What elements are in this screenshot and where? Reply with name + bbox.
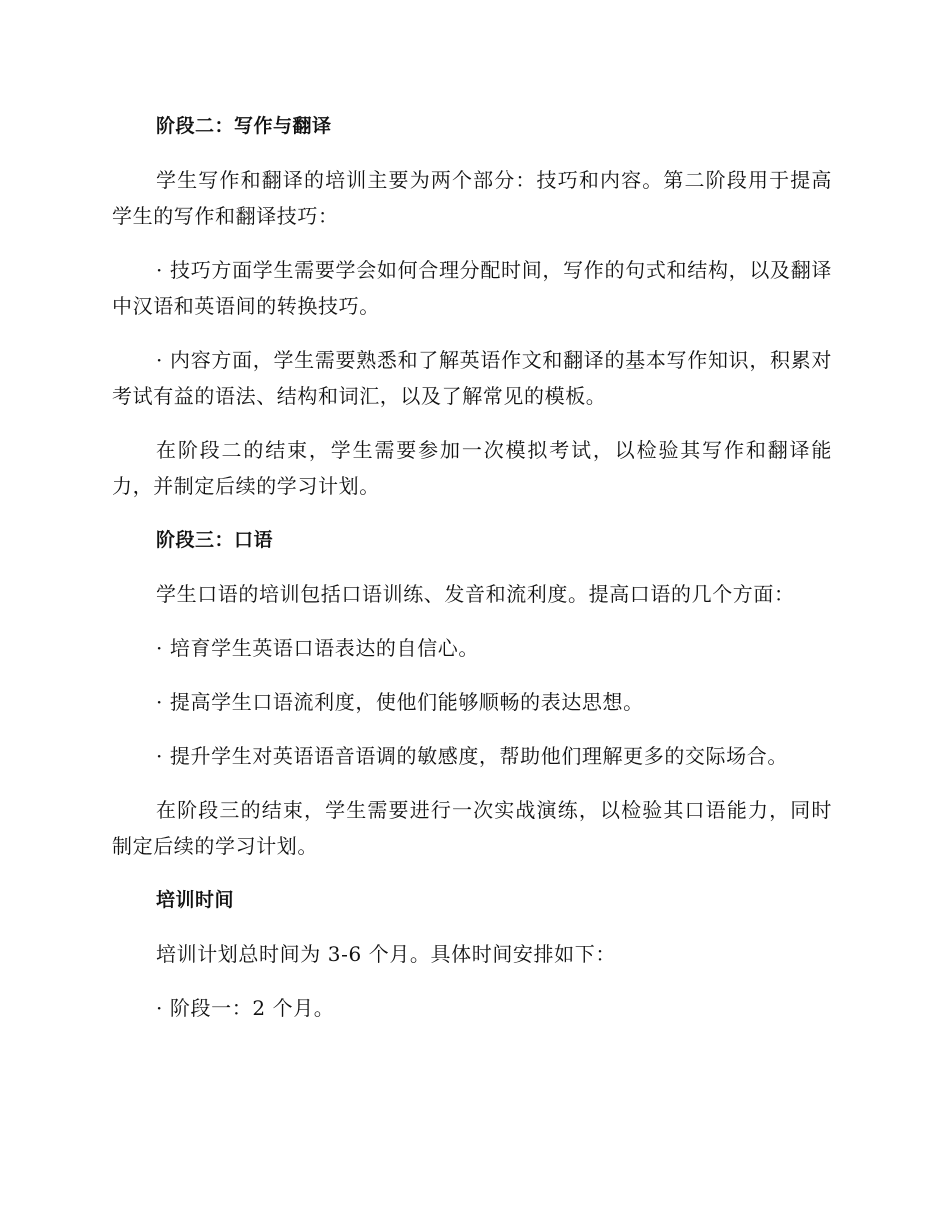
stage3-bullet-fluency: · 提高学生口语流利度，使他们能够顺畅的表达思想。	[156, 690, 644, 714]
document-page	[112, 108, 832, 1044]
stage3-intro: 学生口语的培训包括口语训练、发音和流利度。提高口语的几个方面：	[156, 582, 795, 606]
schedule-intro: 培训计划总时间为 3-6 个月。具体时间安排如下：	[156, 942, 616, 966]
stage3-bullet-confidence: · 培育学生英语口语表达的自信心。	[156, 636, 479, 660]
schedule-bullet-stage1: · 阶段一：2 个月。	[156, 996, 335, 1020]
stage2-bullet-content: · 内容方面，学生需要熟悉和了解英语作文和翻译的基本写作知识，积累对考试有益的语法、结构和词汇，以及了解常见的模板。	[112, 348, 832, 408]
schedule-heading: 培训时间	[156, 889, 235, 911]
stage3-heading: 阶段三：口语	[156, 529, 274, 551]
stage2-bullet-skills: · 技巧方面学生需要学会如何合理分配时间，写作的句式和结构，以及翻译中汉语和英语间的转换技巧。	[112, 258, 832, 318]
stage3-bullet-intonation: · 提升学生对英语语音语调的敏感度，帮助他们理解更多的交际场合。	[156, 744, 788, 768]
stage3-conclusion: 在阶段三的结束，学生需要进行一次实战演练，以检验其口语能力，同时制定后续的学习计划。	[112, 798, 832, 858]
stage2-conclusion: 在阶段二的结束，学生需要参加一次模拟考试，以检验其写作和翻译能力，并制定后续的学习计划。	[112, 438, 832, 498]
stage2-intro: 学生写作和翻译的培训主要为两个部分：技巧和内容。第二阶段用于提高学生的写作和翻译技巧：	[112, 168, 832, 228]
stage2-heading: 阶段二：写作与翻译	[156, 115, 332, 137]
